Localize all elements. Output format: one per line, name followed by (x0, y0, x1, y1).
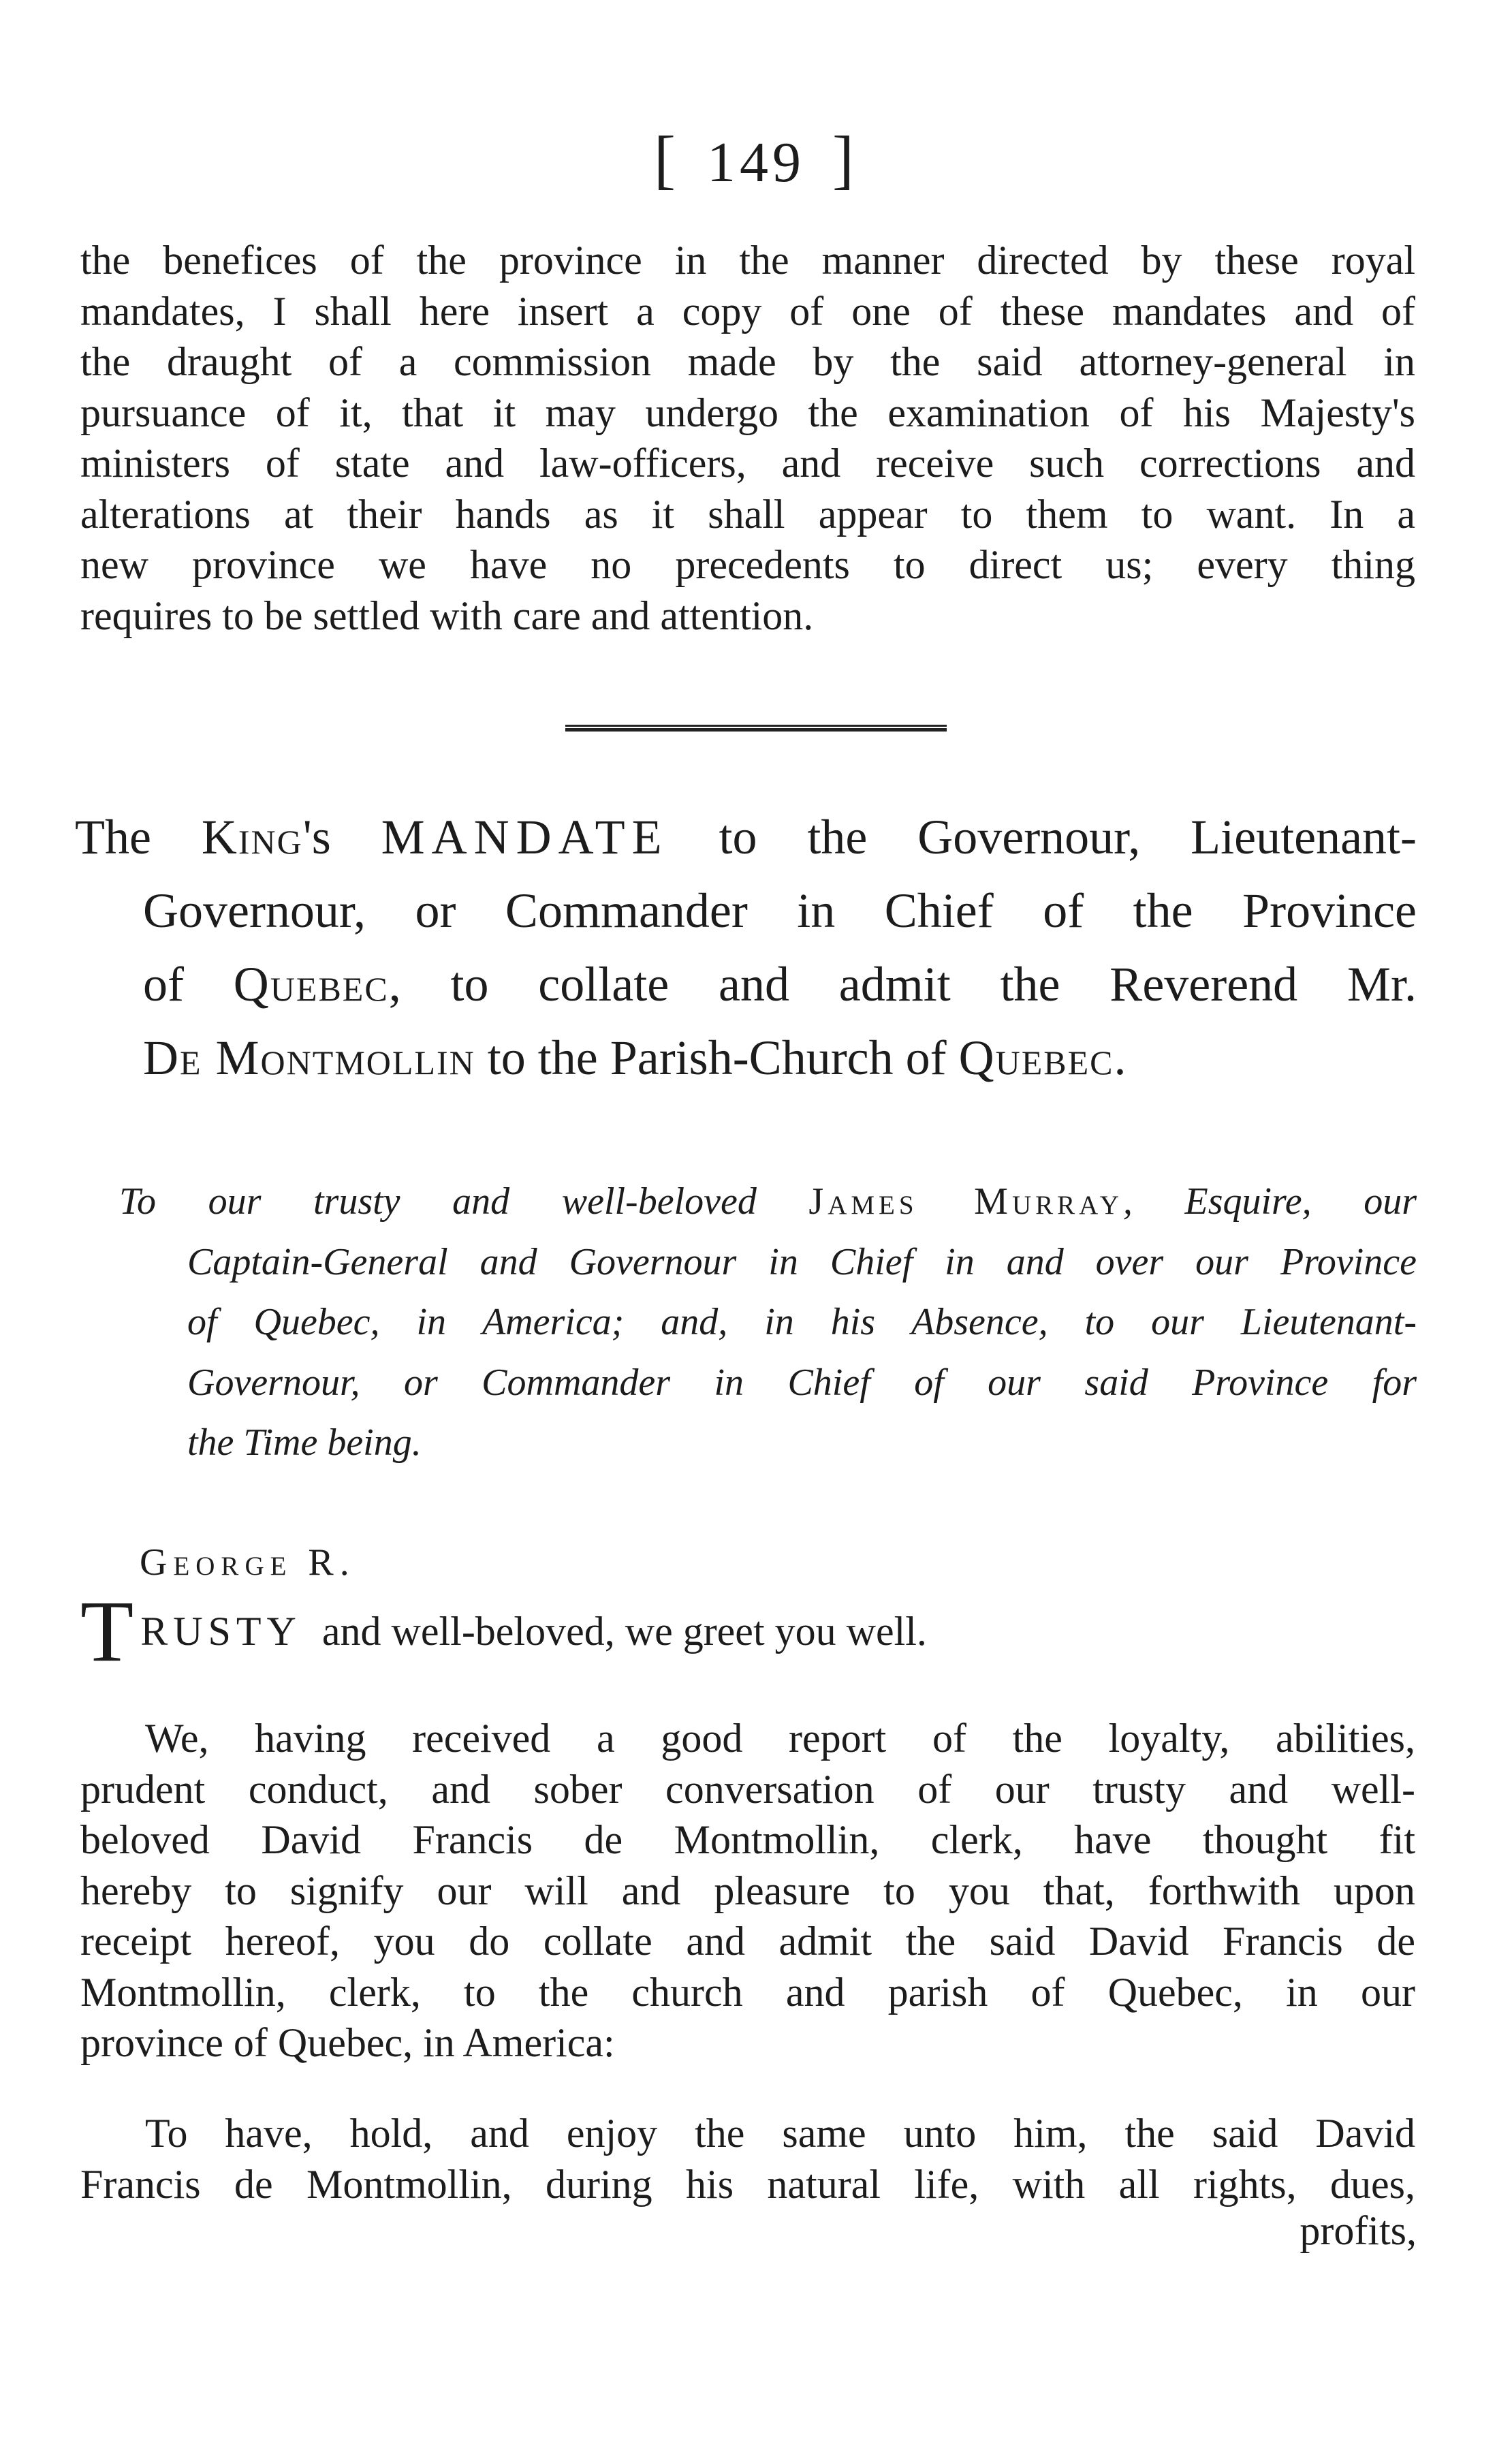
title-text: to the Parish-Church of (475, 1031, 959, 1085)
title-text: to the Governour, Lieutenant- (668, 810, 1417, 864)
body-paragraph (80, 1713, 1415, 2069)
addressee-name: James Murray (808, 1180, 1123, 1223)
body-paragraph (80, 2108, 1415, 2210)
title-text: of (143, 957, 234, 1011)
page-number: 149 (707, 131, 805, 194)
text-line: mandates, I shall here insert a copy of one of these mandates and of (80, 288, 1415, 334)
text-line: pursuance of it, that it may undergo the examination of his Majesty's (80, 390, 1415, 435)
title-king: King (201, 810, 303, 864)
title-mandate: MANDATE (381, 810, 669, 864)
title-quebec: Quebec (958, 1031, 1114, 1085)
title-name: De Montmollin (143, 1031, 475, 1085)
text-line: To have, hold, and enjoy the same unto him, the said David (145, 2111, 1415, 2156)
drop-cap: T (80, 1583, 134, 1680)
page-number-header (0, 121, 1512, 197)
address-line: of Quebec, in America; and, in his Absence, to our Lieutenant- (187, 1301, 1417, 1343)
left-bracket: [ (654, 123, 680, 195)
text-line: new province we have no precedents to direct us; every thing (80, 542, 1415, 587)
title-line (75, 800, 1417, 874)
greeting-text: and well-beloved, we greet you well. (321, 1609, 927, 1654)
text-line: ministers of state and law-officers, and receive such corrections and (80, 441, 1415, 486)
text-line: the draught of a commission made by the said attorney-general in (80, 339, 1415, 384)
title-line (75, 947, 1417, 1021)
text-line: hereby to signify our will and pleasure to you that, forthwith upon (80, 1868, 1415, 1913)
title-text: . (1114, 1031, 1127, 1085)
section-divider (565, 725, 947, 732)
text-line: beloved David Francis de Montmollin, clerk, have thought fit (80, 1817, 1415, 1862)
intro-paragraph (80, 235, 1415, 641)
title-text: The (75, 810, 202, 864)
catchword: profits, (1300, 2208, 1417, 2253)
greeting-caps: RUSTY (140, 1609, 302, 1654)
text-line: province of Quebec, in America: (80, 2020, 615, 2065)
title-text: , to collate and admit the Reverend Mr. (388, 957, 1417, 1011)
royal-signature: George R. (140, 1541, 356, 1584)
address-text: , Esquire, our (1122, 1180, 1417, 1223)
text-line: We, having received a good report of the loyalty, abilities, (145, 1716, 1415, 1761)
address-line: the Time being. (187, 1421, 422, 1464)
text-line: the benefices of the province in the manner directed by these royal (80, 238, 1415, 283)
text-line: Montmollin, clerk, to the church and parish of Quebec, in our (80, 1969, 1415, 2015)
address-text: To our trusty and well-beloved (119, 1180, 809, 1223)
text-line: Francis de Montmollin, during his natural life, with all rights, dues, (80, 2161, 1415, 2207)
address-line (119, 1172, 1417, 1232)
title-quebec: Quebec (233, 957, 389, 1011)
mandate-title (75, 800, 1417, 1095)
greeting-line (80, 1583, 1415, 1680)
title-text: 's (302, 810, 381, 864)
title-line: Governour, or Commander in Chief of the Province (143, 883, 1417, 938)
text-line: prudent conduct, and sober conversation of our trusty and well- (80, 1766, 1415, 1812)
address-block (119, 1172, 1417, 1473)
text-line: receipt hereof, you do collate and admit the said David Francis de (80, 1919, 1415, 1964)
address-line: Governour, or Commander in Chief of our said Province for (187, 1361, 1417, 1404)
text-line: alterations at their hands as it shall appear to them to want. In a (80, 491, 1415, 537)
title-line (75, 1021, 1417, 1095)
address-line: Captain-General and Governour in Chief in and over our Province (187, 1240, 1417, 1283)
text-line: requires to be settled with care and attention. (80, 593, 814, 638)
right-bracket: ] (832, 123, 858, 195)
